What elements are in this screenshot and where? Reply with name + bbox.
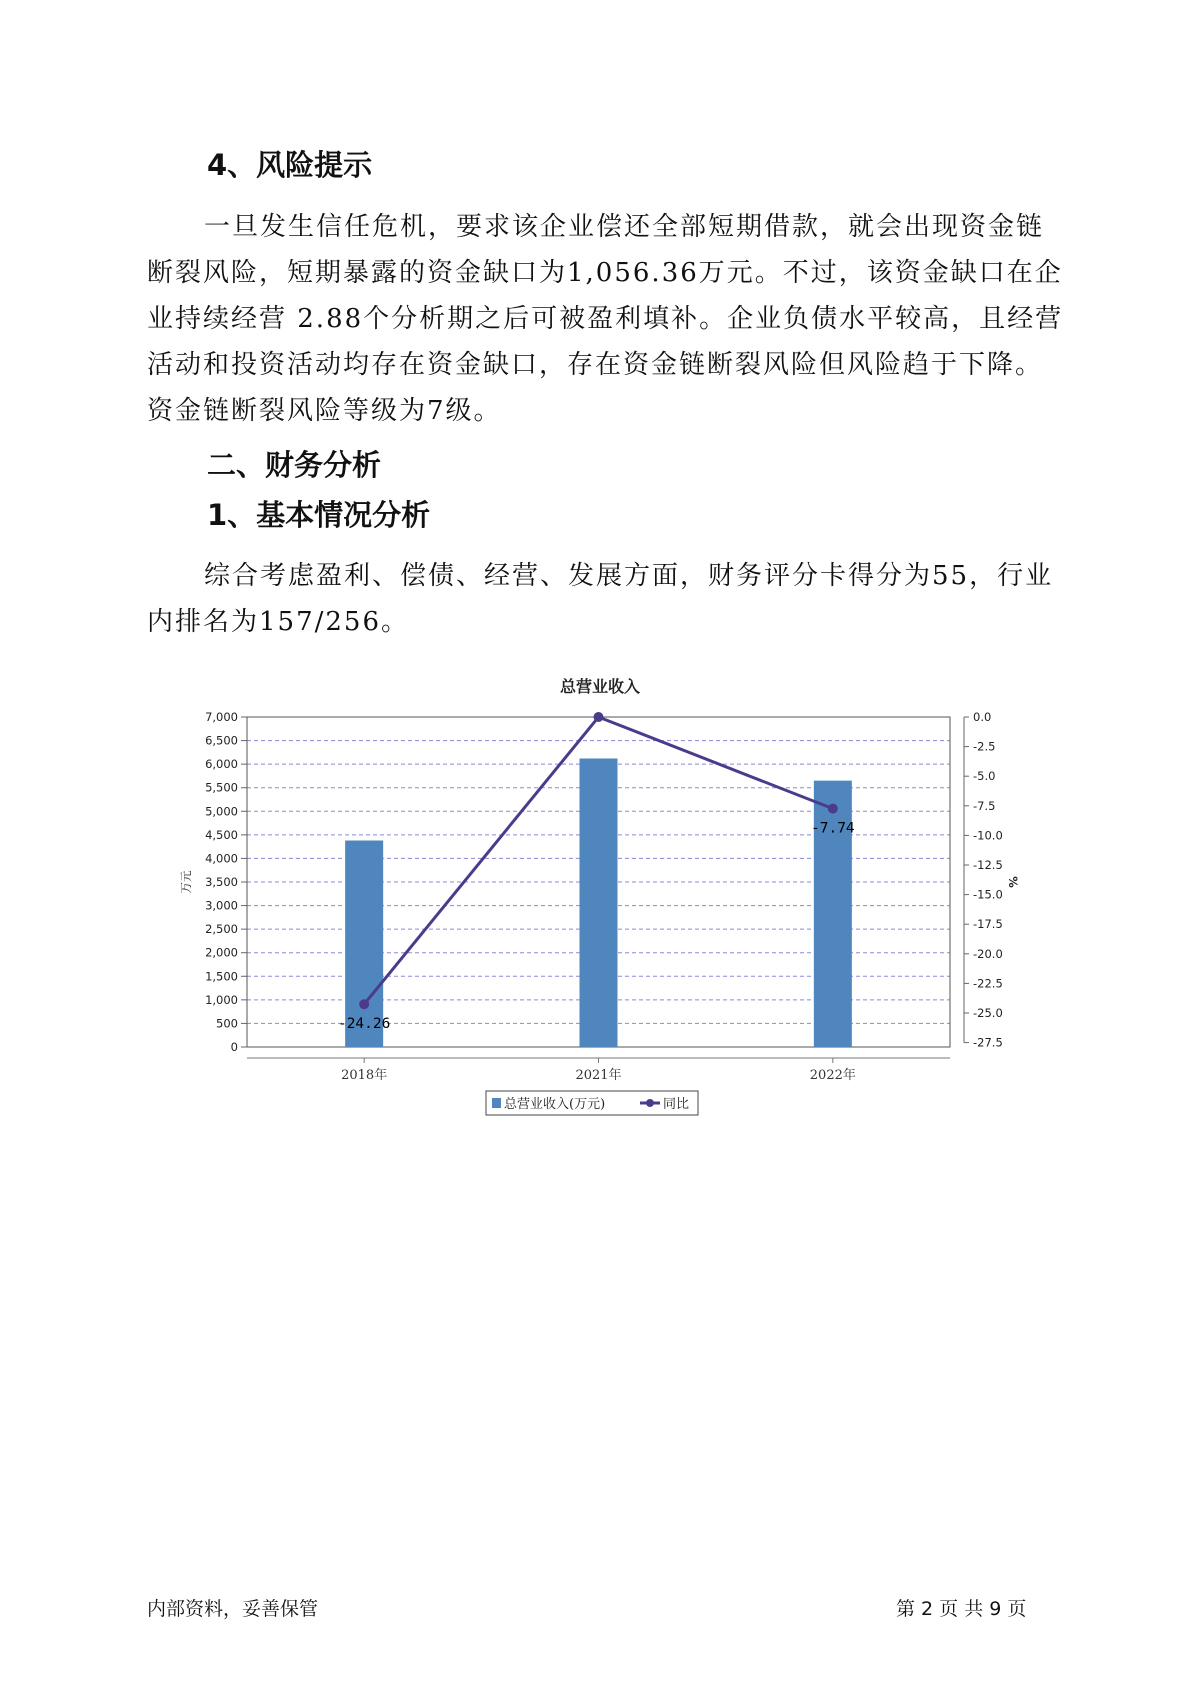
y-tick-label: 1,500	[205, 969, 238, 984]
bar-series	[345, 758, 852, 1047]
y-tick-label: 4,000	[205, 851, 238, 866]
footer-note: 内部资料，妥善保管	[147, 1598, 319, 1620]
revenue-chart	[160, 668, 1040, 1128]
y-tick-label: 1,000	[205, 992, 238, 1007]
y2-tick-label: -12.5	[973, 858, 1003, 872]
y2-tick-label: -10.0	[973, 828, 1003, 843]
y-tick-label: 3,500	[205, 875, 238, 889]
bar-2021年	[580, 758, 618, 1047]
basic-heading: 1、基本情况分析	[207, 498, 431, 532]
x-axis	[341, 1058, 856, 1083]
y-tick-label: 0	[230, 1040, 238, 1054]
chart-title: 总营业收入	[559, 677, 641, 696]
x-tick-label: 2018年	[341, 1068, 388, 1083]
yoy-point	[594, 712, 604, 722]
x-tick-label: 2022年	[809, 1068, 856, 1083]
y-tick-label: 500	[216, 1016, 238, 1031]
yoy-data-label: -7.74	[811, 820, 855, 837]
risk-heading: 4、风险提示	[207, 148, 373, 182]
y-tick-label: 5,000	[205, 804, 238, 819]
y-tick-label: 2,000	[205, 945, 238, 960]
y2-tick-label: -15.0	[973, 887, 1003, 902]
y-tick-label: 2,500	[205, 922, 238, 937]
y2-tick-label: -20.0	[973, 946, 1003, 961]
y-tick-label: 5,500	[205, 780, 238, 795]
legend-bar-swatch	[492, 1098, 501, 1108]
yoy-data-label: -24.26	[337, 1016, 391, 1033]
y-tick-label: 7,000	[205, 710, 238, 724]
legend-line-marker	[646, 1099, 654, 1107]
finance-heading: 二、财务分析	[207, 448, 382, 482]
y2-tick-label: -7.5	[973, 798, 996, 813]
y2-tick-label: 0.0	[973, 710, 992, 724]
y-tick-label: 4,500	[205, 827, 238, 842]
y2-tick-label: -27.5	[973, 1035, 1003, 1050]
y2-axis-label: %	[1006, 876, 1020, 888]
y-tick-label: 6,000	[205, 757, 238, 772]
yoy-point	[359, 999, 369, 1009]
y2-tick-label: -25.0	[973, 1006, 1003, 1020]
y-tick-label: 3,000	[205, 898, 238, 913]
y2-tick-label: -22.5	[973, 976, 1003, 991]
y-axis-left	[205, 710, 247, 1054]
x-tick-label: 2021年	[575, 1068, 622, 1083]
legend-bar-label: 总营业收入(万元)	[504, 1097, 606, 1112]
y-tick-label: 6,500	[205, 733, 238, 748]
legend-line-label: 同比	[663, 1097, 690, 1112]
yoy-point	[828, 804, 838, 814]
y-axis-right	[964, 710, 1003, 1050]
y-axis-label: 万元	[179, 870, 193, 894]
legend	[486, 1091, 698, 1115]
risk-paragraph: 一旦发生信任危机，要求该企业偿还全部短期借款，就会出现资金链断裂风险，短期暴露的资金缺口为1,056.36万元。不过，该资金缺口在企业持续经营 2.88个分析期之后可被盈利填补。企业负债水平较高，且经营活动和投资活动均存在资金缺口，存在资金链断裂风险但风险趋于下降。资金链断裂风险等级为7级。	[147, 212, 1064, 426]
y2-tick-label: -17.5	[973, 917, 1003, 932]
y2-tick-label: -2.5	[973, 739, 996, 754]
page-number: 第 2 页 共 9 页	[896, 1598, 1027, 1620]
basic-paragraph: 综合考虑盈利、偿债、经营、发展方面，财务评分卡得分为55，行业内排名为157/256。	[147, 561, 1054, 637]
y2-tick-label: -5.0	[973, 769, 996, 784]
